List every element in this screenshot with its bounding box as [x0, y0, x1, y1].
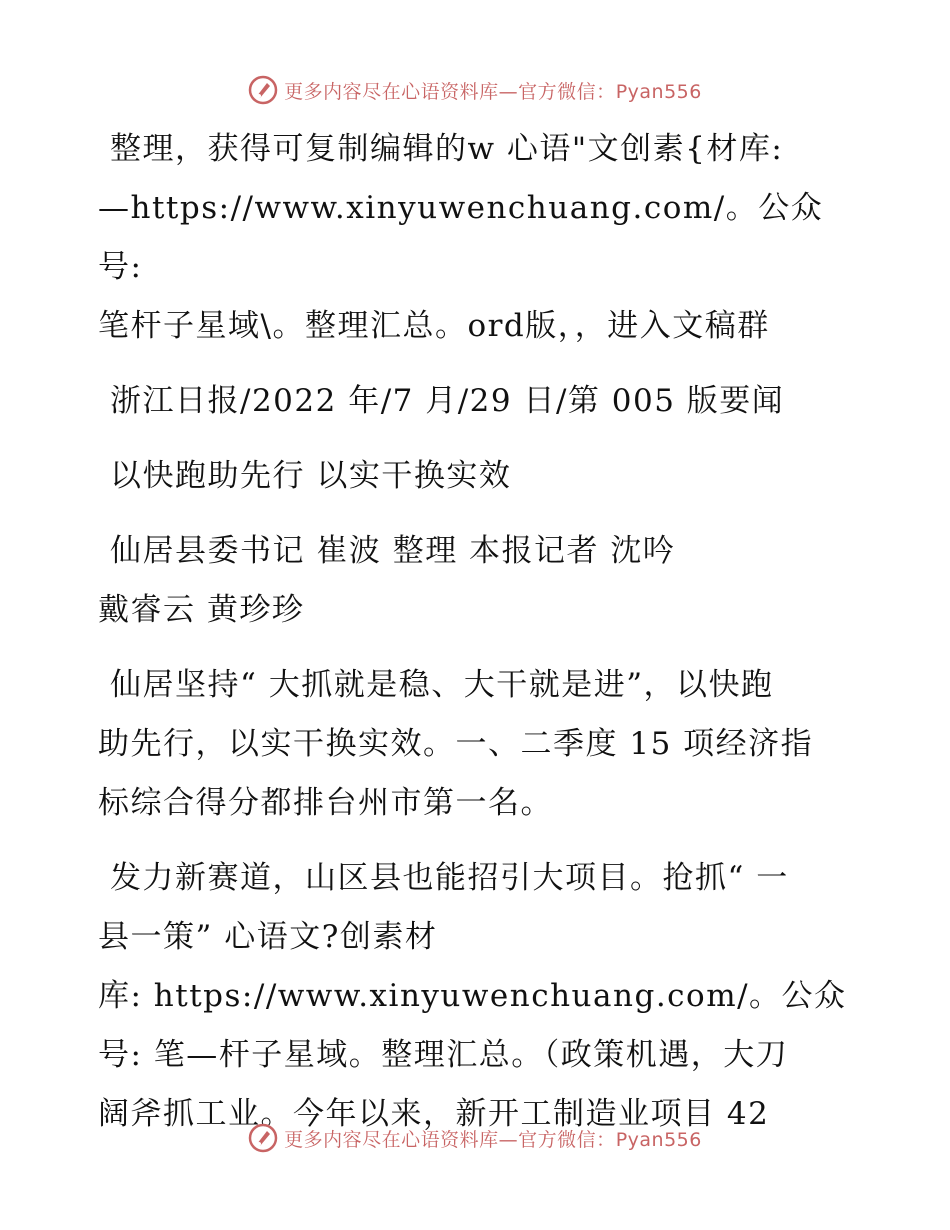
text-line: 笔杆子星域\。整理汇总。ord版，，进入文稿群	[98, 308, 770, 344]
text-line: 以快跑助先行 以实干换实效	[110, 458, 512, 494]
text-line: 号: 笔—杆子星域。整理汇总。（政策机遇，大刀	[98, 1037, 789, 1073]
text-line: 标综合得分都排台州市第一名。	[98, 785, 553, 821]
document-body	[98, 120, 858, 1144]
paragraph	[98, 849, 858, 1144]
pen-nib-logo-icon	[248, 1123, 278, 1153]
paragraph	[98, 120, 858, 356]
text-line: 戴睿云 黄珍珍	[98, 592, 305, 628]
text-line: 仙居坚持“ 大抓就是稳、大干就是进”，以快跑	[110, 667, 774, 703]
watermark-dash: —	[498, 1128, 519, 1151]
header-watermark	[0, 70, 950, 110]
paragraph	[98, 447, 858, 506]
text-line: 整理，获得可复制编辑的w 心语"文创素{材库:	[110, 131, 784, 167]
footer-watermark	[0, 1118, 950, 1158]
watermark-site: 更多内容尽在心语资料库	[284, 1128, 499, 1151]
watermark-wechat-id: Pyan556	[615, 1128, 702, 1151]
text-line: 发力新赛道，山区县也能招引大项目。抢抓“ 一	[110, 860, 789, 896]
text-line: 库: https://www.xinyuwenchuang.com/。公众	[98, 978, 847, 1014]
paragraph-gap	[98, 356, 858, 372]
paragraph-gap	[98, 506, 858, 522]
text-line: —https://www.xinyuwenchuang.com/。公众号:	[98, 190, 824, 285]
watermark-dash: —	[498, 80, 519, 103]
watermark-text	[284, 77, 702, 104]
paragraph	[98, 656, 858, 833]
watermark-wechat-id: Pyan556	[615, 80, 702, 103]
text-line: 县一策” 心语文?创素材	[98, 919, 438, 955]
text-line: 浙江日报/2022 年/7 月/29 日/第 005 版要闻	[110, 383, 785, 419]
paragraph-gap	[98, 640, 858, 656]
watermark-site: 更多内容尽在心语资料库	[284, 80, 499, 103]
paragraph-gap	[98, 431, 858, 447]
paragraph-gap	[98, 833, 858, 849]
text-line: 阔斧抓工业。今年以来，新开工制造业项目 42	[98, 1096, 770, 1132]
watermark-text	[284, 1125, 702, 1152]
paragraph	[98, 522, 858, 640]
text-line: 助先行，以实干换实效。一、二季度 15 项经济指	[98, 726, 814, 762]
watermark-wechat-label: 官方微信：	[518, 1128, 616, 1151]
watermark-wechat-label: 官方微信：	[518, 80, 616, 103]
paragraph	[98, 372, 858, 431]
text-line: 仙居县委书记 崔波 整理 本报记者 沈吟	[110, 533, 676, 569]
pen-nib-logo-icon	[248, 75, 278, 105]
